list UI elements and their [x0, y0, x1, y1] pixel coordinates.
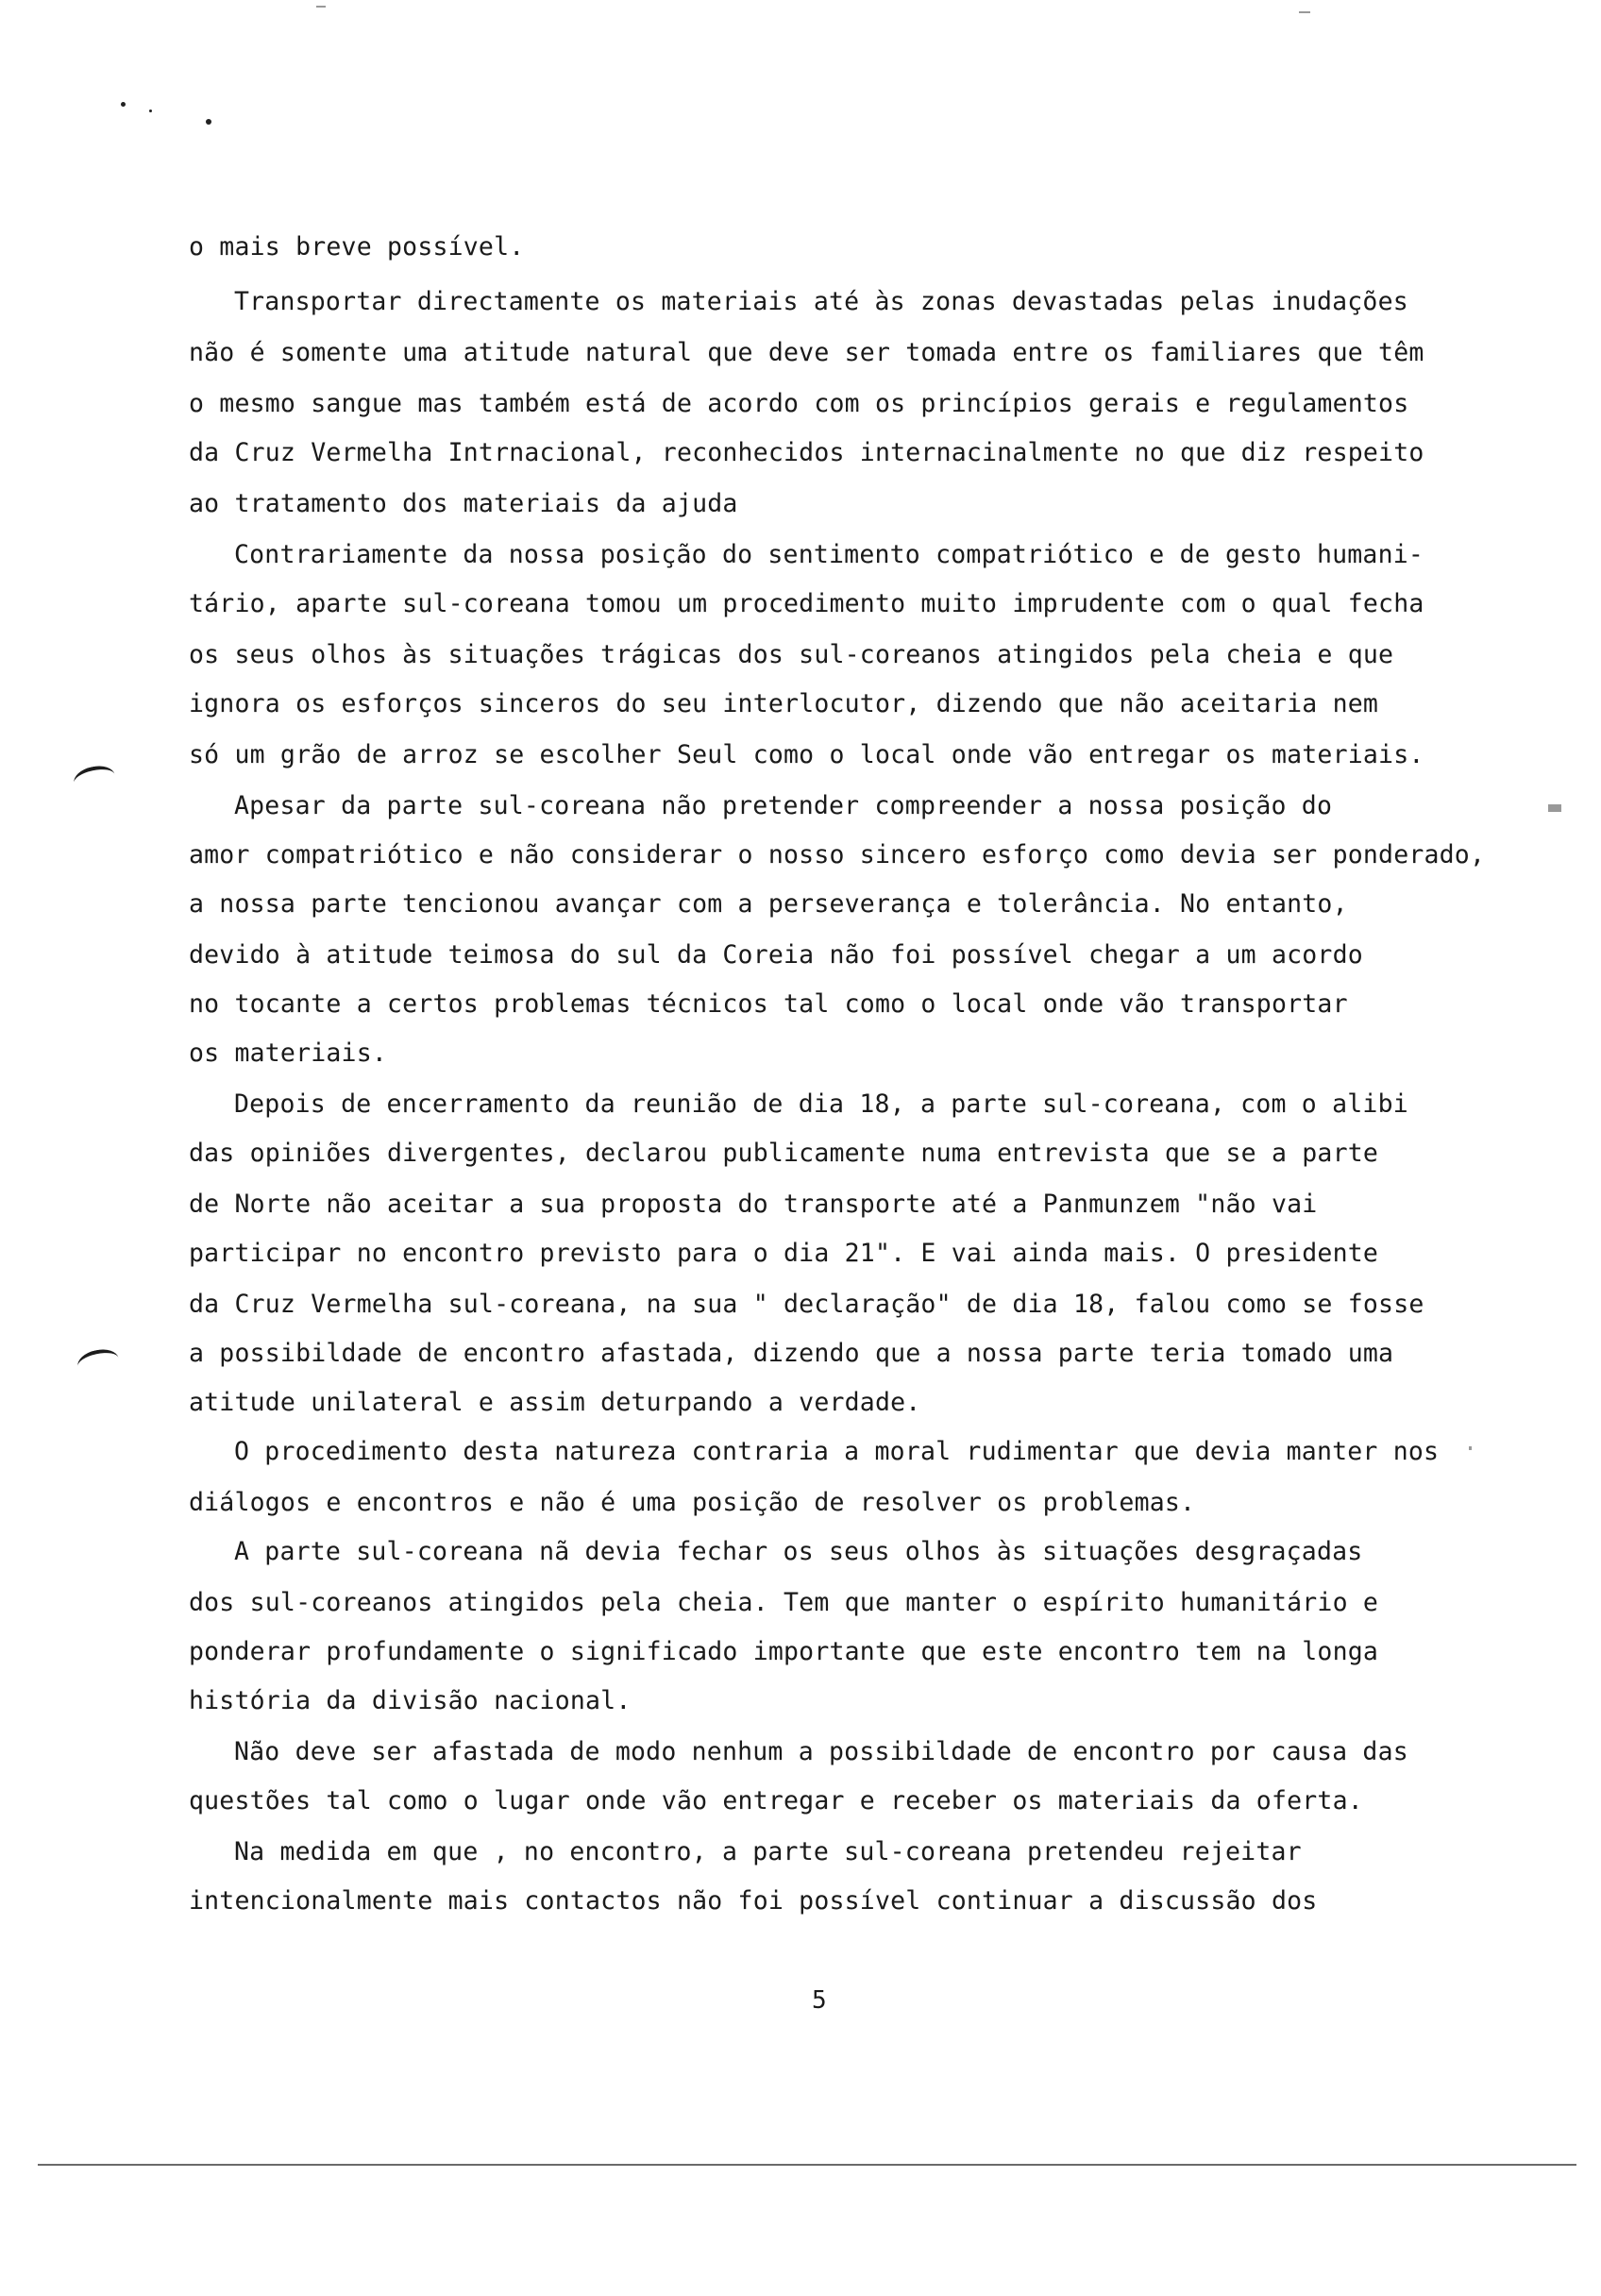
- text-line: questões tal como o lugar onde vão entregar e receber os materiais da oferta.: [189, 1786, 1363, 1815]
- text-line: a nossa parte tencionou avançar com a perseverança e tolerância. No entanto,: [189, 889, 1348, 919]
- text-line: Transportar directamente os materiais até às zonas devastadas pelas inudações: [234, 287, 1408, 316]
- text-line: da Cruz Vermelha Intrnacional, reconhecidos internacinalmente no que diz respeito: [189, 438, 1424, 467]
- text-line: não é somente uma atitude natural que deve ser tomada entre os familiares que têm: [189, 338, 1424, 367]
- text-line: o mais breve possível.: [189, 232, 525, 262]
- text-line: Apesar da parte sul-coreana não pretender compreender a nossa posição do: [234, 791, 1333, 820]
- scan-speck: [1548, 804, 1561, 812]
- text-line: só um grão de arroz se escolher Seul como o local onde vão entregar os materiais.: [189, 740, 1424, 769]
- scan-speck: [316, 6, 326, 8]
- text-line: ao tratamento dos materiais da ajuda: [189, 489, 738, 518]
- scan-dot: [149, 110, 152, 112]
- text-line: atitude unilateral e assim deturpando a verdade.: [189, 1388, 921, 1417]
- text-line: da Cruz Vermelha sul-coreana, na sua " declaração" de dia 18, falou como se fosse: [189, 1290, 1424, 1319]
- text-line: o mesmo sangue mas também está de acordo com os princípios gerais e regulamentos: [189, 389, 1409, 418]
- text-line: Depois de encerramento da reunião de dia 18, a parte sul-coreana, com o alibi: [234, 1089, 1408, 1119]
- text-line: A parte sul-coreana nã devia fechar os seus olhos às situações desgraçadas: [234, 1537, 1363, 1566]
- text-line: Contrariamente da nossa posição do sentimento compatriótico e de gesto humani-: [234, 540, 1424, 569]
- text-line: dos sul-coreanos atingidos pela cheia. Tem que manter o espírito humanitário e: [189, 1588, 1379, 1617]
- text-line: O procedimento desta natureza contraria a moral rudimentar que devia manter nos: [234, 1437, 1440, 1466]
- text-line: participar no encontro previsto para o dia 21". E vai ainda mais. O presidente: [189, 1239, 1379, 1268]
- text-line: os materiais.: [189, 1038, 388, 1068]
- text-line: a possibildade de encontro afastada, dizendo que a nossa parte teria tomado uma: [189, 1339, 1394, 1368]
- text-line: diálogos e encontros e não é uma posição de resolver os problemas.: [189, 1488, 1196, 1517]
- text-line: das opiniões divergentes, declarou publicamente numa entrevista que se a parte: [189, 1139, 1379, 1168]
- scan-dot: [121, 102, 126, 107]
- text-line: amor compatriótico e não considerar o nosso sincero esforço como devia ser ponderado,: [189, 840, 1486, 869]
- scan-speck: [1299, 11, 1310, 13]
- text-line: intencionalmente mais contactos não foi possível continuar a discussão dos: [189, 1886, 1318, 1916]
- text-line: Na medida em que , no encontro, a parte sul-coreana pretendeu rejeitar: [234, 1837, 1302, 1866]
- text-line: devido à atitude teimosa do sul da Coreia não foi possível chegar a um acordo: [189, 940, 1363, 970]
- scan-dot: [206, 119, 211, 125]
- text-line: história da divisão nacional.: [189, 1686, 632, 1715]
- text-line: tário, aparte sul-coreana tomou um procedimento muito imprudente com o qual fecha: [189, 589, 1424, 618]
- text-line: ignora os esforços sinceros do seu interlocutor, dizendo que não aceitaria nem: [189, 689, 1379, 718]
- bottom-scan-line: [38, 2164, 1576, 2166]
- punch-hole-mark: [76, 1346, 121, 1379]
- scan-speck: [1469, 1446, 1472, 1450]
- page-number: 5: [812, 1986, 827, 2015]
- text-line: Não deve ser afastada de modo nenhum a possibildade de encontro por causa das: [234, 1737, 1408, 1766]
- punch-hole-mark: [72, 763, 117, 796]
- text-line: os seus olhos às situações trágicas dos sul-coreanos atingidos pela cheia e que: [189, 640, 1394, 669]
- text-line: ponderar profundamente o significado importante que este encontro tem na longa: [189, 1637, 1379, 1666]
- text-line: de Norte não aceitar a sua proposta do transporte até a Panmunzem "não vai: [189, 1190, 1318, 1219]
- text-line: no tocante a certos problemas técnicos tal como o local onde vão transportar: [189, 989, 1348, 1019]
